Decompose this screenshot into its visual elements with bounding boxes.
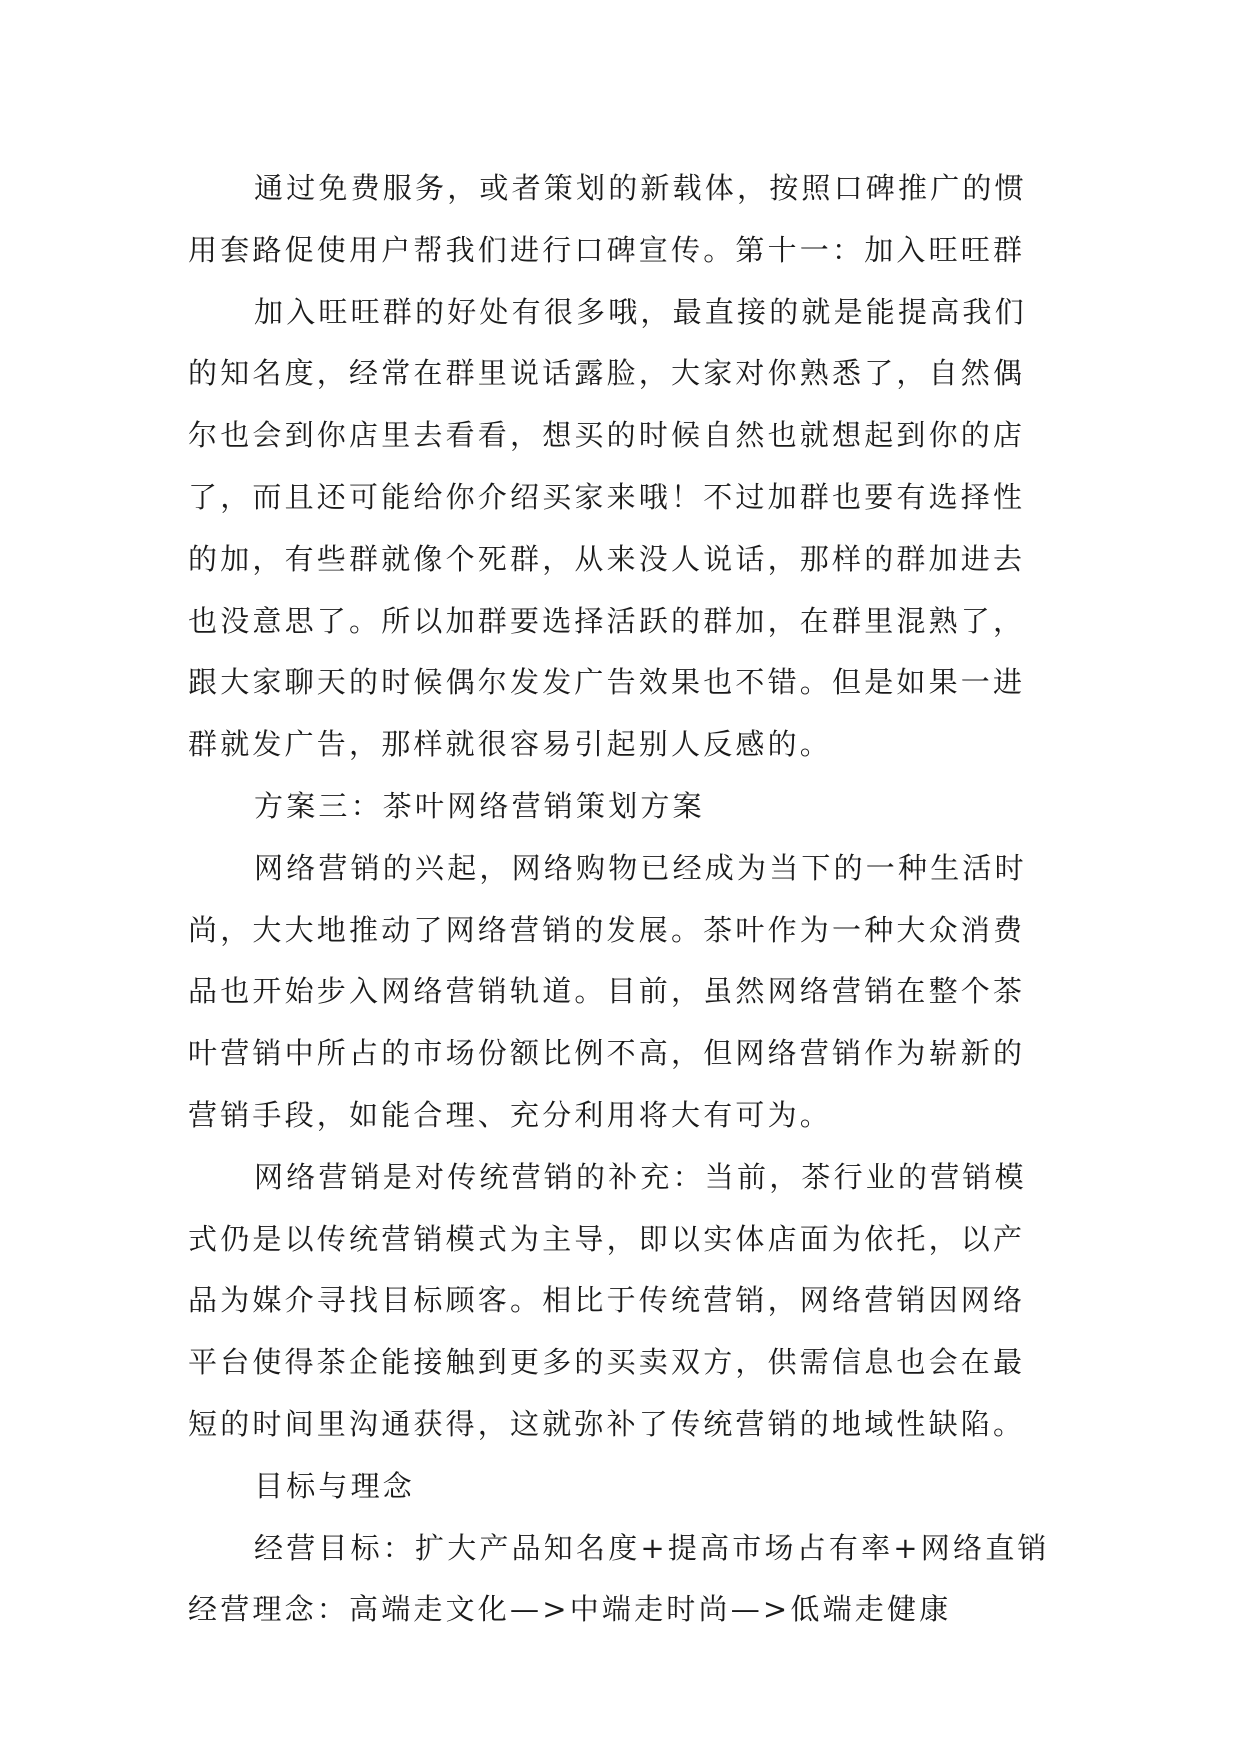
paragraph-line: 的知名度，经常在群里说话露脸，大家对你熟悉了，自然偶 (188, 356, 1026, 391)
paragraph-line: 品为媒介寻找目标顾客。相比于传统营销，网络营销因网络 (188, 1283, 1026, 1318)
paragraph-line: 尔也会到你店里去看看，想买的时候自然也就想起到你的店 (188, 418, 1026, 453)
paragraph-line: 尚，大大地推动了网络营销的发展。茶叶作为一种大众消费 (188, 912, 1026, 947)
paragraph-line: 式仍是以传统营销模式为主导，即以实体店面为依托，以产 (188, 1221, 1026, 1256)
paragraph-line: 营销手段，如能合理、充分利用将大有可为。 (188, 1097, 833, 1132)
section-heading: 方案三：茶叶网络营销策划方案 (254, 788, 705, 823)
paragraph-line: 跟大家聊天的时候偶尔发发广告效果也不错。但是如果一进 (188, 665, 1026, 700)
paragraph-line: 通过免费服务，或者策划的新载体，按照口碑推广的惯 (254, 171, 1027, 205)
paragraph-line: 平台使得茶企能接触到更多的买卖双方，供需信息也会在最 (188, 1345, 1026, 1380)
paragraph-line: 叶营销中所占的市场份额比例不高，但网络营销作为崭新的 (188, 1036, 1026, 1071)
paragraph-line: 加入旺旺群的好处有很多哦，最直接的就是能提高我们 (254, 294, 1027, 329)
paragraph-line: 了，而且还可能给你介绍买家来哦！不过加群也要有选择性 (188, 479, 1026, 514)
paragraph-line: 用套路促使用户帮我们进行口碑宣传。第十一：加入旺旺群 (188, 232, 1026, 267)
paragraph-line: 网络营销是对传统营销的补充：当前，茶行业的营销模 (254, 1159, 1027, 1194)
paragraph-line: 网络营销的兴起，网络购物已经成为当下的一种生活时 (254, 850, 1027, 885)
paragraph-line: 短的时间里沟通获得，这就弥补了传统营销的地域性缺陷。 (188, 1406, 1026, 1441)
paragraph-line: 品也开始步入网络营销轨道。目前，虽然网络营销在整个茶 (188, 974, 1026, 1009)
body-text (188, 158, 1058, 1641)
paragraph-line: 群就发广告，那样就很容易引起别人反感的。 (188, 727, 833, 762)
paragraph-line: 经营目标：扩大产品知名度+提高市场占有率+网络直销 (254, 1530, 1050, 1565)
paragraph-line: 经营理念：高端走文化—>中端走时尚—>低端走健康 (188, 1592, 952, 1627)
section-heading: 目标与理念 (254, 1468, 416, 1503)
paragraph-line: 的加，有些群就像个死群，从来没人说话，那样的群加进去 (188, 541, 1026, 576)
paragraph-line: 也没意思了。所以加群要选择活跃的群加，在群里混熟了， (188, 603, 1026, 638)
